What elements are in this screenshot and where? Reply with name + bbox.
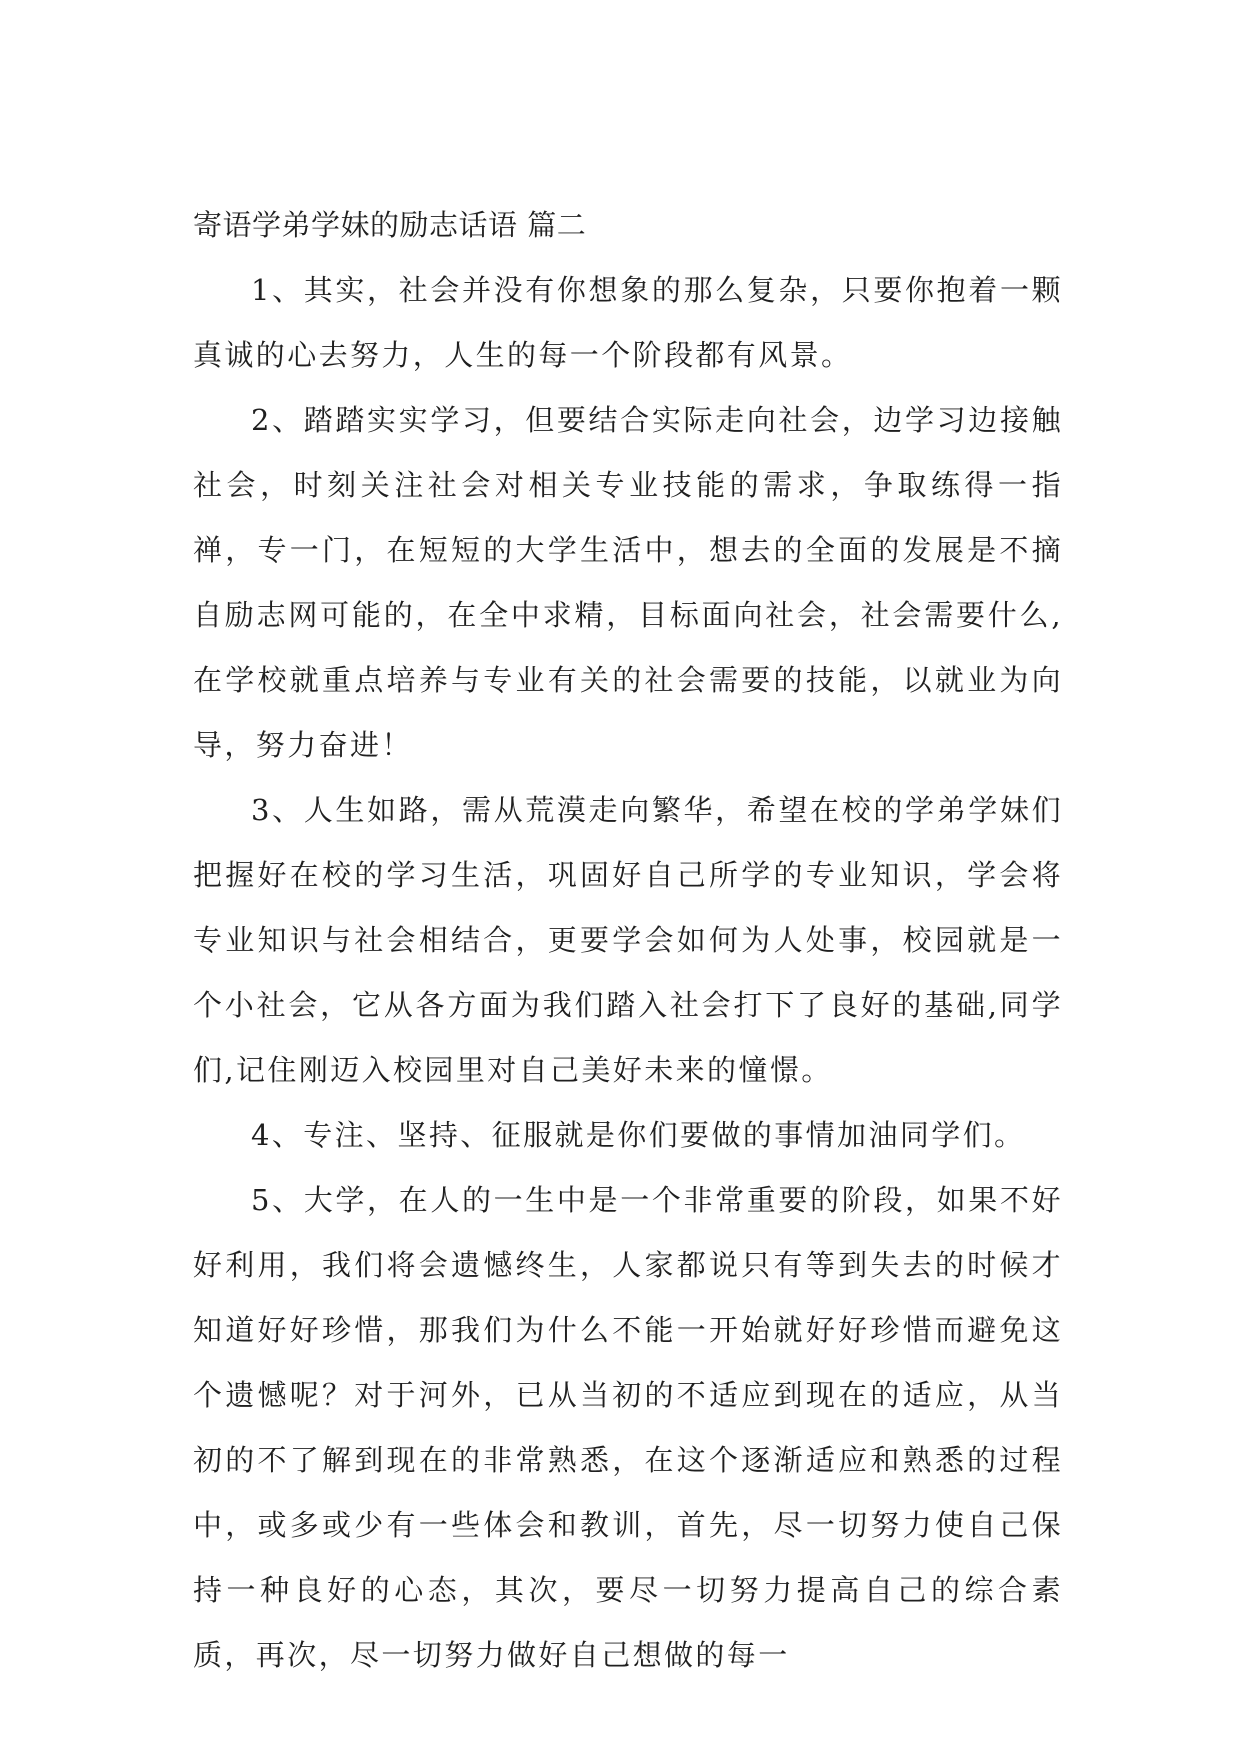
paragraph-4: 4、专注、坚持、征服就是你们要做的事情加油同学们。 <box>251 1118 1026 1152</box>
paragraph-2: 2、踏踏实实学习，但要结合实际走向社会，边学习边接触社会，时刻关注社会对相关专业技能的需求，争取练得一指禅，专一门，在短短的大学生活中，想去的全面的发展是不摘自励志网可能的，在全中求精，目标面向社会，社会需要什么,在学校就重点培养与专业有关的社会需要的技能，以就业为向导，努力奋进！ <box>193 403 1063 762</box>
paragraph-3: 3、人生如路，需从荒漠走向繁华，希望在校的学弟学妹们把握好在校的学习生活，巩固好自己所学的专业知识，学会将专业知识与社会相结合，更要学会如何为人处事，校园就是一个小社会，它从各方面为我们踏入社会打下了良好的基础,同学们,记住刚迈入校园里对自己美好未来的憧憬。 <box>193 793 1063 1087</box>
document-body <box>193 192 1063 1688</box>
paragraph-1: 1、其实，社会并没有你想象的那么复杂，只要你抱着一颗真诚的心去努力，人生的每一个阶段都有风景。 <box>193 273 1063 372</box>
paragraph-5: 5、大学，在人的一生中是一个非常重要的阶段，如果不好好利用，我们将会遗憾终生，人家都说只有等到失去的时候才知道好好珍惜，那我们为什么不能一开始就好好珍惜而避免这个遗憾呢？对于河外，已从当初的不适应到现在的适应，从当初的不了解到现在的非常熟悉，在这个逐渐适应和熟悉的过程中，或多或少有一些体会和教训，首先，尽一切努力使自己保持一种良好的心态，其次，要尽一切努力提高自己的综合素质，再次，尽一切努力做好自己想做的每一 <box>193 1183 1063 1672</box>
document-title: 寄语学弟学妹的励志话语 篇二 <box>193 208 587 242</box>
